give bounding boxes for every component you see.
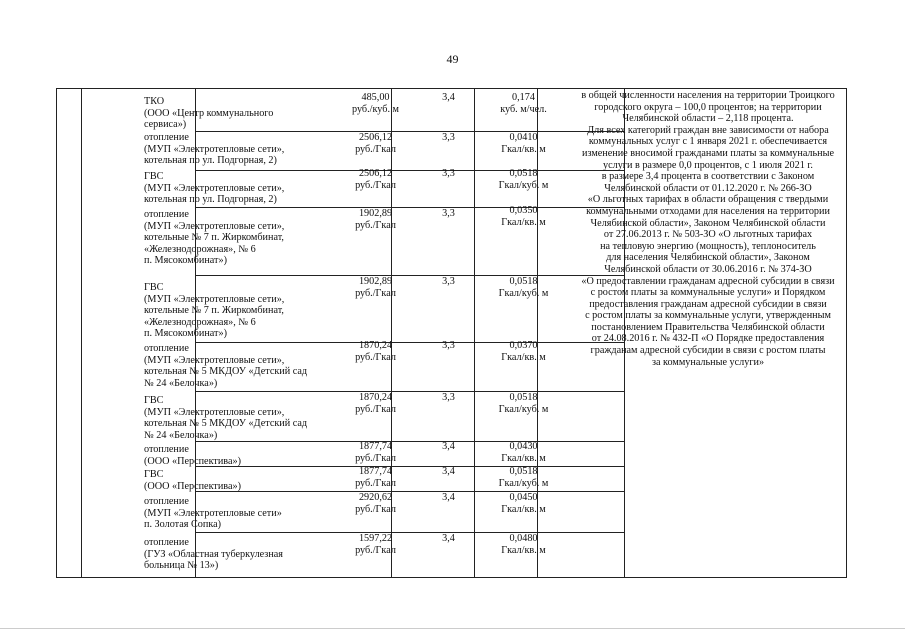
table-row-service: отопление (МУП «Электротепловые сети», котельные № 7 п. Жиркомбинат, «Железнодорожная», № 6 п. Мясокомбинат») — [144, 209, 285, 267]
table-row-limit: 0,0450 Гкал/кв. м — [501, 492, 546, 515]
table-row-service: отопление (МУП «Электротепловые сети» п. Золотая Сопка) — [144, 496, 282, 531]
table-row-service: ТКО (ООО «Центр коммунального сервиса») — [144, 96, 274, 131]
table-row-limit: 0,0518 Гкал/куб. м — [498, 276, 549, 299]
table-row-index: 3,3 — [442, 208, 455, 219]
table-row-price: 1902,89 руб./Гкал — [355, 276, 396, 299]
table-row-price: 1870,24 руб./Гкал — [355, 340, 396, 363]
table-row-service: отопление (МУП «Электротепловые сети», котельная по ул. Подгорная, 2) — [144, 132, 285, 167]
table-row-price: 2506,12 руб./Гкал — [355, 168, 396, 191]
col-divider — [474, 89, 475, 577]
table-row-price: 2506,12 руб./Гкал — [355, 132, 396, 155]
table-row-service: отопление (ГУЗ «Областная туберкулезная больница № 13») — [144, 537, 283, 572]
table-row-limit: 0,0480 Гкал/кв. м — [501, 533, 546, 556]
table-row-price: 1877,74 руб./Гкал — [355, 466, 396, 489]
table-row-service: отопление (ООО «Перспектива») — [144, 444, 241, 467]
table-row-price: 1870,24 руб./Гкал — [355, 392, 396, 415]
table-row-service: ГВС (ООО «Перспектива») — [144, 469, 241, 492]
table-row-index: 3,4 — [442, 492, 455, 503]
note-column-text: в общей численности населения на территории Троицкого городского округа – 100,0 процентов; на территории Челябинской области – 2,118 процента. Для всех категорий граждан вне зависимости от набора коммунальных услуг с 1 января 2021 г. обеспечивается изменение вносимой гражданами платы за коммунальные услуги в размере 0,0 процентов, с 1 июля 2021 г. в размере 3,4 процента в соответствии с Законом Челябинской области от 01.12.2020 г. № 266-ЗО «О льготных тарифах в области обращения с твердыми коммунальными отходами для населения на территории Челябинской области», Законом Челябинской области от 27.06.2013 г. № 503-ЗО «О льготных тарифах на тепловую энергию (мощность), теплоноситель для населения Челябинской области», Законом Челябинской области от 30.06.2016 г. № 374-ЗО «О предоставлении гражданам адресной субсидии в связи с ростом платы за коммунальные услуги» и Порядком предоставления гражданам адресной субсидии в связи с ростом платы за коммунальные услуги, утвержденным постановлением Правительства Челябинской области от 24.08.2016 г. № 432-П «О Порядке предоставления гражданам адресной субсидии в связи с ростом платы за коммунальные услуги» — [581, 90, 835, 368]
table-row-service: ГВС (МУП «Электротепловые сети», котельная № 5 МКДОУ «Детский сад № 24 «Белочка») — [144, 395, 308, 441]
table-row-limit: 0,0410 Гкал/кв. м — [501, 132, 546, 155]
page-number: 49 — [446, 52, 459, 66]
table-row-index: 3,4 — [442, 92, 455, 103]
table-row-limit: 0,0518 Гкал/куб. м — [498, 168, 549, 191]
table-row-limit: 0,0518 Гкал/куб. м — [498, 392, 549, 415]
table-row-index: 3,3 — [442, 340, 455, 351]
table-row-index: 3,3 — [442, 168, 455, 179]
table-row-index: 3,3 — [442, 392, 455, 403]
table-row-service: ГВС (МУП «Электротепловые сети», котельные № 7 п. Жиркомбинат, «Железнодорожная», № 6 п. Мясокомбинат») — [144, 282, 285, 340]
table-row-price: 485,00 руб./куб. м — [352, 92, 399, 115]
table-row-index: 3,4 — [442, 441, 455, 452]
table-row-index: 3,4 — [442, 466, 455, 477]
scan-edge — [0, 628, 905, 629]
table-row-price: 1597,22 руб./Гкал — [355, 533, 396, 556]
col-divider — [81, 89, 82, 577]
table-row-limit: 0,0350 Гкал/кв. м — [501, 205, 546, 228]
table-row-index: 3,4 — [442, 533, 455, 544]
table-row-service: отопление (МУП «Электротепловые сети», котельная № 5 МКДОУ «Детский сад № 24 «Белочка») — [144, 343, 308, 389]
table-row-limit: 0,174 куб. м/чел. — [500, 92, 547, 115]
table-row-service: ГВС (МУП «Электротепловые сети», котельная по ул. Подгорная, 2) — [144, 171, 285, 206]
table-row-index: 3,3 — [442, 276, 455, 287]
table-row-price: 1877,74 руб./Гкал — [355, 441, 396, 464]
table-row-price: 2920,62 руб./Гкал — [355, 492, 396, 515]
table-row-price: 1902,89 руб./Гкал — [355, 208, 396, 231]
table-row-limit: 0,0430 Гкал/кв. м — [501, 441, 546, 464]
table-row-index: 3,3 — [442, 132, 455, 143]
table-row-limit: 0,0370 Гкал/кв. м — [501, 340, 546, 363]
table-row-limit: 0,0518 Гкал/куб. м — [498, 466, 549, 489]
